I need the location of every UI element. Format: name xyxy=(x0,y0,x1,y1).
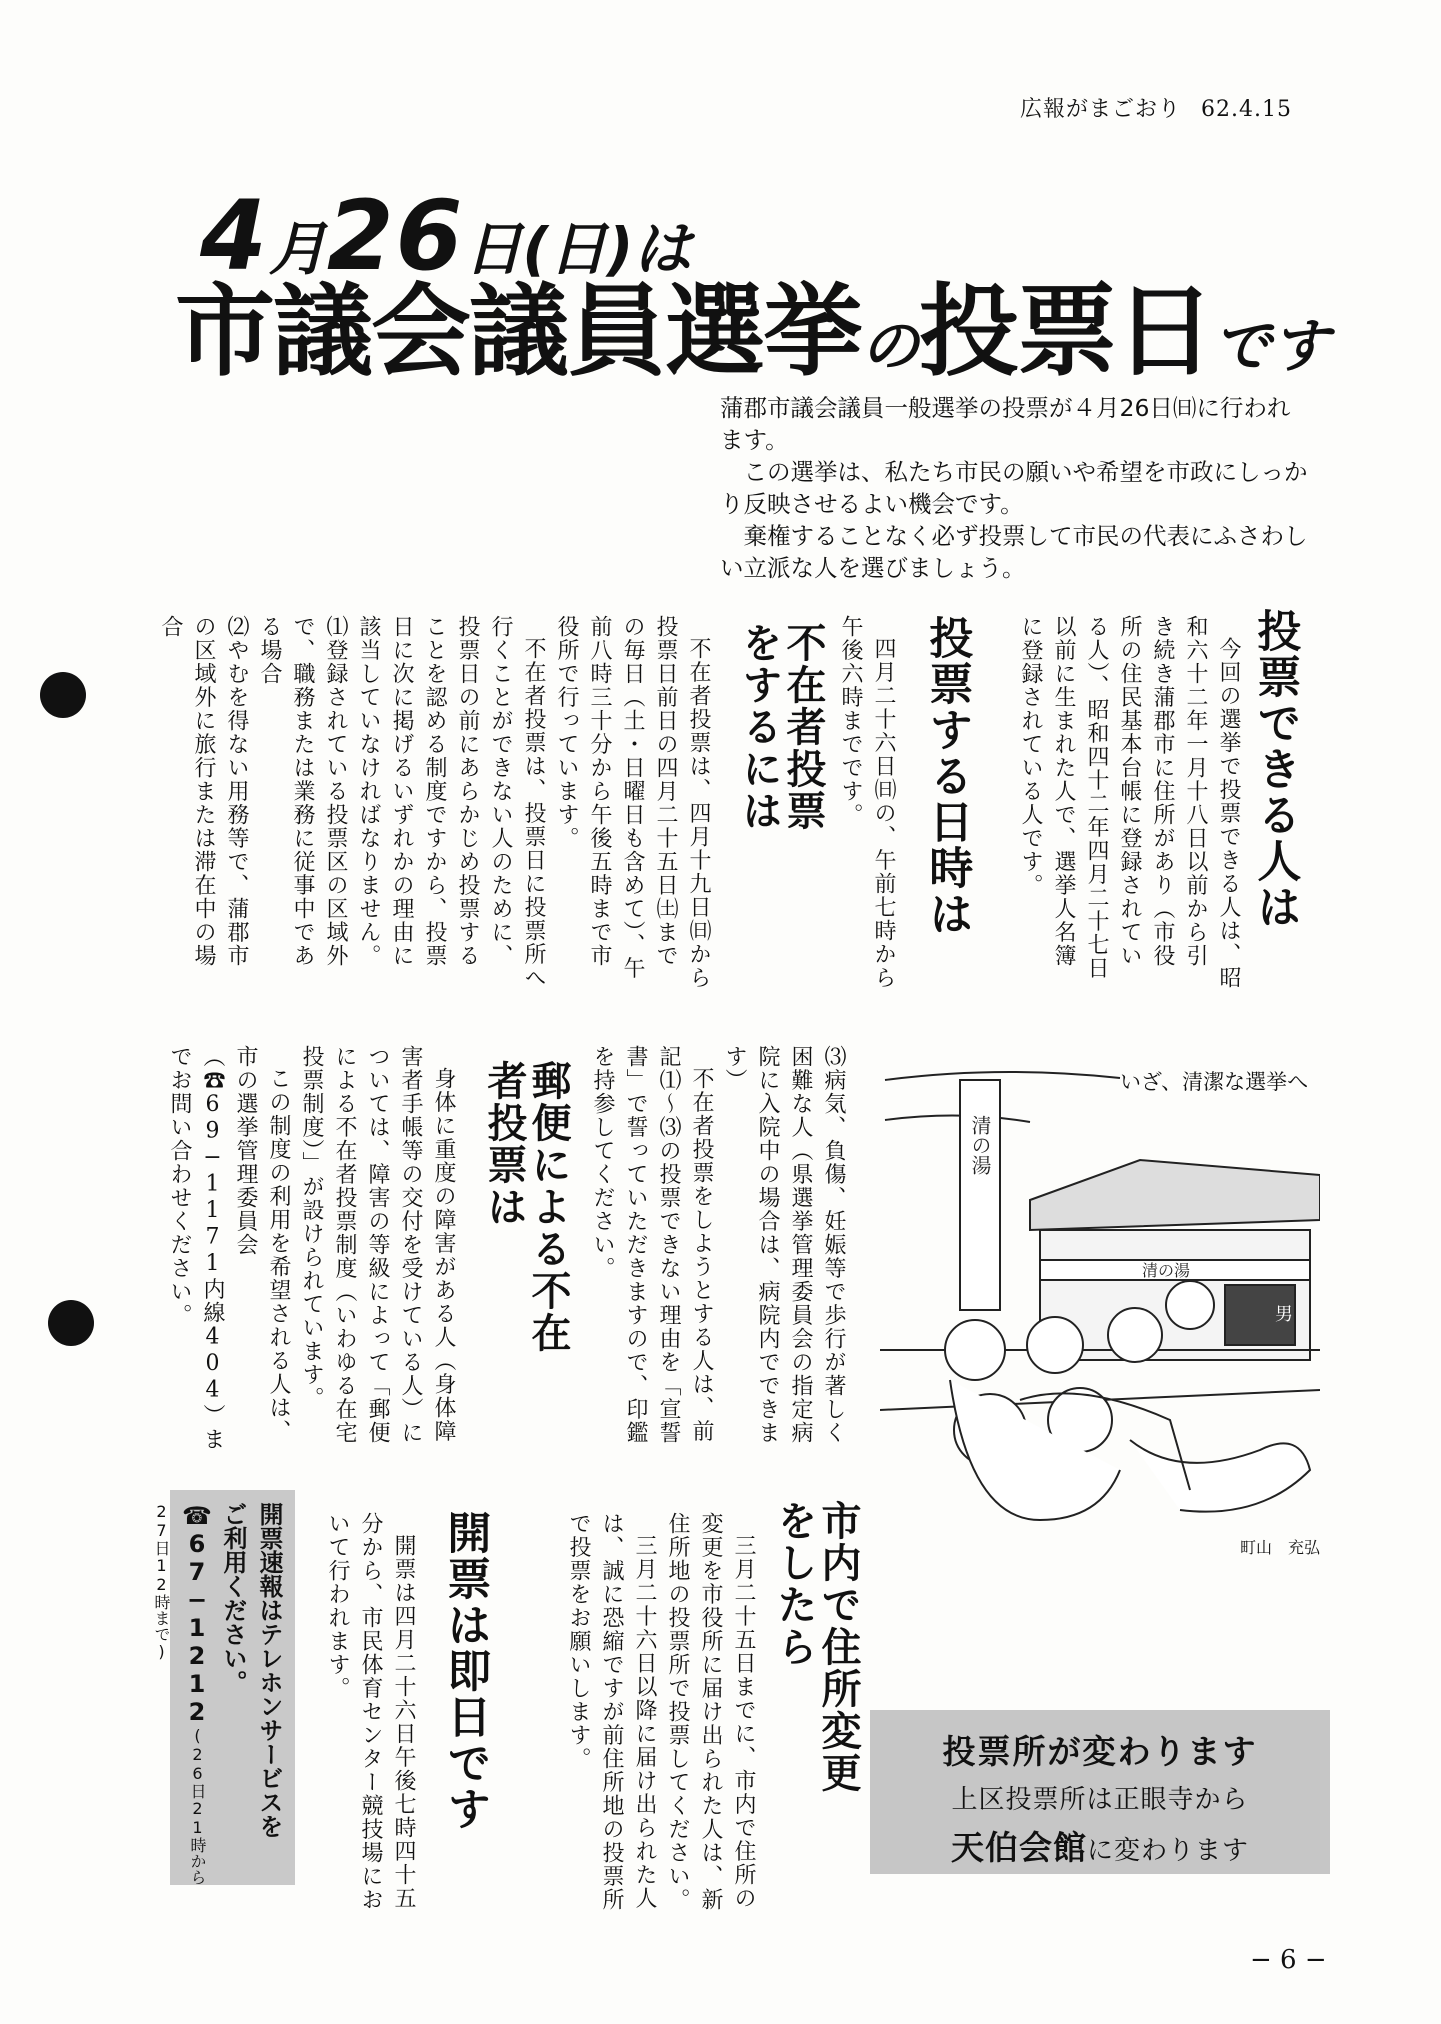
title-election: 市議会議員選挙 xyxy=(175,273,861,390)
title-line-1 xyxy=(200,180,692,292)
body-who-can-vote xyxy=(1005,615,1245,990)
body-address-change xyxy=(520,1512,760,1922)
body-list-item: ⑶病気、負傷、妊娠等で歩行が著しく困難な人（県選挙管理委員会の指定病院に入院中の場合は、病院内でできます） xyxy=(722,1045,846,1445)
title-particle: の xyxy=(861,312,920,380)
intro-paragraph: 蒲郡市議会議員一般選挙の投票が４月26日㈰に行われます。 xyxy=(720,394,1291,454)
notice-line-rest: に変わります xyxy=(1086,1836,1249,1866)
notice-line: 上区投票所は正眼寺から xyxy=(951,1785,1249,1815)
notice-headline: 投票所が変わります xyxy=(942,1732,1258,1771)
body-paragraph: 開票は四月二十六日午後七時四十五分から、市民体育センター競技場において行われます。 xyxy=(325,1512,416,1912)
page-number: − 6 − xyxy=(1250,1945,1327,1975)
body-counting xyxy=(305,1512,420,1922)
body-paragraph: 身体に重度の障害がある人（身体障害者手帳等の交付を受けている人）については、障害の等級によって「郵便による不在者投票制度（いわゆる在宅投票制度）」が設けられています。 xyxy=(299,1045,456,1445)
illustration-sign-horizontal: 清の湯 xyxy=(1142,1261,1191,1280)
body-paragraph: 今回の選挙で投票できる人は、昭和六十二年一月十八日以前から引き続き蒲郡市に住所があり（市役所の住民基本台帳に登録されている人）、昭和四十二年四月二十七日以前に生まれた人で、選挙人名簿に登録されている人です。 xyxy=(1018,615,1241,990)
title-day-number: 26 xyxy=(326,180,465,292)
illustration-caption: いざ、清潔な選挙へ xyxy=(1120,1070,1309,1094)
body-paragraph: 三月二十五日までに、市内で住所の変更を市役所に届け出られた人は、新住所地の投票所で投票してください。 xyxy=(665,1512,756,1912)
illustration-credit: 町山 充弘 xyxy=(1240,1538,1321,1557)
body-paragraph: 三月二十六日以降に届け出られた人は、誠に恐縮ですが前住所地の投票所で投票をお願いします。 xyxy=(566,1512,657,1912)
body-paragraph: 不在者投票は、四月十九日㈰から投票日前日の四月二十五日㈯までの毎日（土・日曜日も含めて）、午前八時三十分から午後五時まで市役所で行っています。 xyxy=(554,615,711,990)
heading-postal-voting: 郵便による不在者投票は xyxy=(481,1060,571,1354)
heading-counting: 開票は即日です xyxy=(439,1510,491,1832)
bathhouse-illustration xyxy=(880,1050,1320,1530)
body-postal-voting xyxy=(150,1045,460,1460)
heading-address-change: 市内で住所変更をしたら xyxy=(771,1500,861,1794)
page-header xyxy=(1020,92,1292,123)
body-list-item: ⑵やむを得ない用務等で、蒲郡市の区域外に旅行または滞在中の場合 xyxy=(158,615,249,968)
body-paragraph: 不在者投票をしようとする人は、前記⑴〜⑶の投票できない理由を「宣誓書」で誓っていただきますので、印鑑を持参してください。 xyxy=(590,1045,714,1445)
illustration-sign-vertical: 清の湯 xyxy=(968,1115,992,1175)
intro-paragraph: この選挙は、私たち市民の願いや希望を市政にしっかり反映させるよい機会です。 xyxy=(720,458,1308,518)
intro-text xyxy=(720,392,1310,584)
tel-service-box xyxy=(152,1490,295,1885)
punch-hole-top xyxy=(40,672,86,718)
heading-who-can-vote: 投票できる人は xyxy=(1249,608,1301,930)
body-voting-hours xyxy=(820,615,900,990)
title-month-unit: 月 xyxy=(268,215,327,283)
notice-line xyxy=(870,1822,1330,1869)
body-paragraph: この制度の利用を希望される人は、市の選挙管理委員会（☎69−1171内線404）までお問い合わせください。 xyxy=(167,1045,291,1451)
tel-line: ご利用ください。 xyxy=(219,1502,247,1694)
body-absentee-voting xyxy=(150,615,715,990)
tel-hours-note: (26日21時から27日12時まで) xyxy=(152,1502,207,1885)
tel-line: 開票速報はテレホンサービスを xyxy=(255,1502,283,1838)
intro-paragraph: 棄権することなく必ず投票して市民の代表にふさわしい立派な人を選びましょう。 xyxy=(720,522,1308,582)
title-day-rest: 日(日)は xyxy=(464,215,692,283)
body-list-item: ⑴登録されている投票区の区域外で、職務または業務に従事中である場合 xyxy=(257,615,348,968)
title-voting-day: 投票日 xyxy=(919,273,1214,390)
polling-place-notice xyxy=(870,1710,1330,1874)
body-paragraph: 四月二十六日㈰の、午前七時から午後六時までです。 xyxy=(838,615,896,990)
tel-number: ☎67−1212 xyxy=(183,1502,211,1726)
title-line-2 xyxy=(175,273,1330,390)
illustration-sign-men: 男 xyxy=(1275,1304,1293,1325)
heading-absentee-voting: 不在者投票をするには xyxy=(736,622,826,832)
body-absentee-continued xyxy=(580,1045,850,1460)
notice-new-venue: 天伯会館 xyxy=(950,1828,1087,1867)
title-month-number: 4 xyxy=(200,180,269,292)
title-tail: です xyxy=(1213,312,1330,380)
body-paragraph: 不在者投票は、投票日に投票所へ行くことができない人のために、投票日の前にあらかじめ投票することを認める制度ですから、投票日に次に掲げるいずれかの理由に該当していなければなりません。 xyxy=(356,615,546,990)
publication-name: 広報がまごおり xyxy=(1020,97,1182,122)
punch-hole-bottom xyxy=(48,1300,94,1346)
heading-voting-hours: 投票する日時は xyxy=(921,615,973,937)
tel-service-text xyxy=(143,1502,287,1885)
issue-date: 62.4.15 xyxy=(1201,97,1292,122)
